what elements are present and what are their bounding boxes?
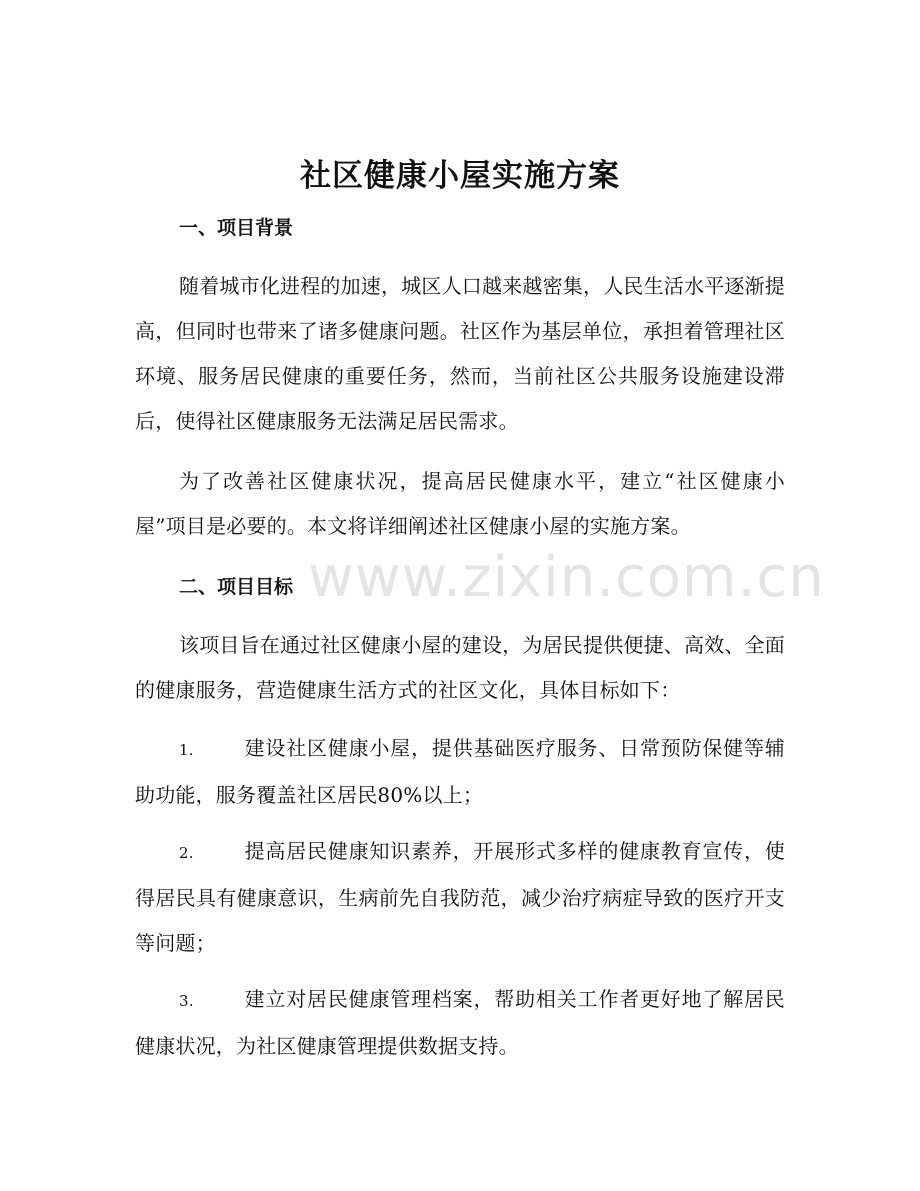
goal-item-1	[135, 726, 785, 818]
goal-item-number: 1.	[179, 741, 194, 759]
document-title: 社区健康小屋实施方案	[300, 158, 620, 194]
goal-item-3	[135, 977, 785, 1069]
goal-item-2	[135, 829, 785, 966]
goal-item-number: 2.	[179, 844, 194, 862]
goal-item-number: 3.	[179, 992, 194, 1010]
paragraph-background-2: 为了改善社区健康状况，提高居民健康水平，建立“社区健康小屋”项目是必要的。本文将详细阐述社区健康小屋的实施方案。	[135, 469, 785, 538]
paragraph-background-1: 随着城市化进程的加速，城区人口越来越密集，人民生活水平逐渐提高，但同时也带来了诸多健康问题。社区作为基层单位，承担着管理社区环境、服务居民健康的重要任务，然而，当前社区公共服务设施建设滞后，使得社区健康服务无法满足居民需求。	[135, 274, 785, 433]
paragraph-goals-intro: 该项目旨在通过社区健康小屋的建设，为居民提供便捷、高效、全面的健康服务，营造健康生活方式的社区文化，具体目标如下：	[135, 633, 785, 702]
section-heading-goals: 二、项目目标	[179, 576, 294, 598]
goal-item-text: 提高居民健康知识素养，开展形式多样的健康教育宣传，使得居民具有健康意识，生病前先自我防范，减少治疗病症导致的医疗开支等问题；	[135, 839, 785, 955]
watermark: www.zixin.com.cn	[308, 545, 825, 610]
goal-item-text: 建立对居民健康管理档案，帮助相关工作者更好地了解居民健康状况，为社区健康管理提供数据支持。	[135, 987, 785, 1058]
goal-item-text: 建设社区健康小屋，提供基础医疗服务、日常预防保健等辅助功能，服务覆盖社区居民80%以上；	[135, 736, 785, 807]
section-heading-background: 一、项目背景	[179, 217, 294, 239]
